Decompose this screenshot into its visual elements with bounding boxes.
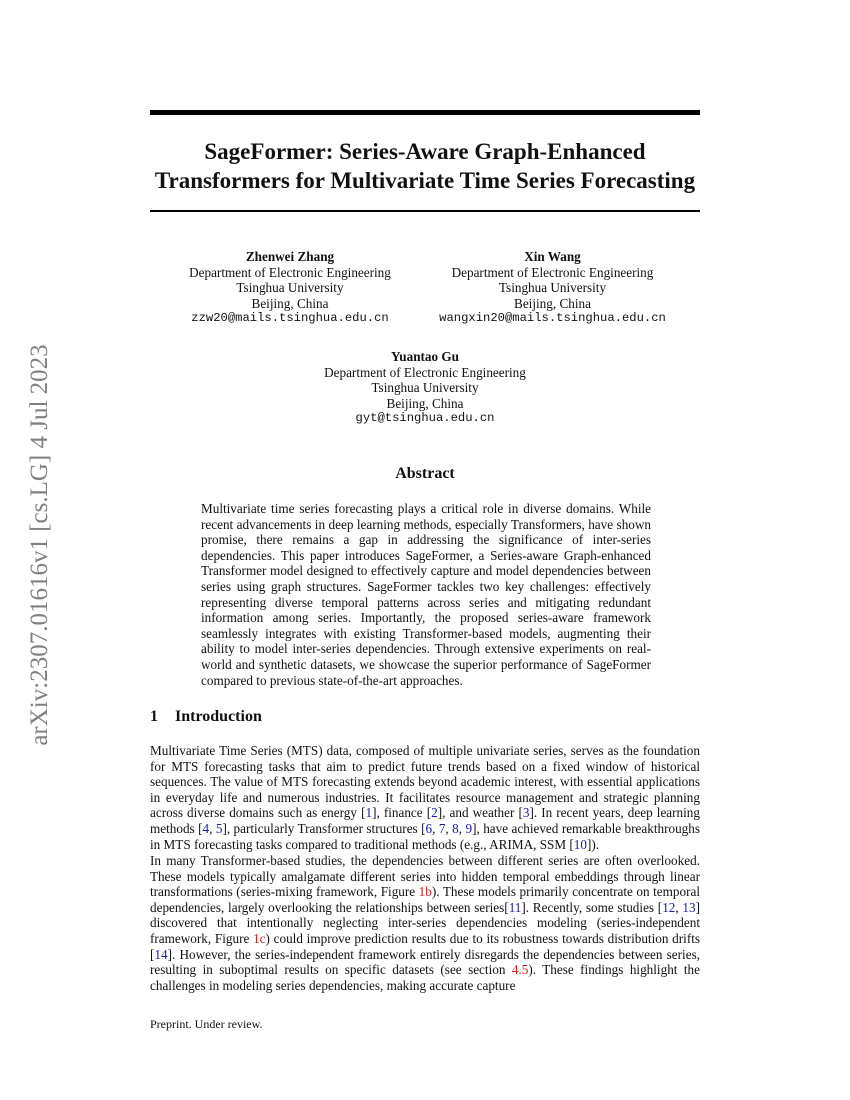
author-email[interactable]: gyt@tsinghua.edu.cn xyxy=(355,411,495,425)
author-location: Beijing, China xyxy=(386,395,464,411)
author-department: Department of Electronic Engineering xyxy=(324,364,526,380)
author-block xyxy=(300,349,550,427)
citation-link[interactable]: 7 xyxy=(438,820,446,836)
intro-paragraph-1: Multivariate Time Series (MTS) data, composed of multiple univariate series, serves as the foundation for MTS forecasting tasks that aim to predict future trends based on a fixed window of historical sequences. The value of MTS forecasting extends beyond academic interest, with essential applications in everyday life and numerous industries. It facilitates resource management and strategic planning across diverse domains such as energy [1], finance [2], and weather [3]. In recent years, deep learning methods [4, 5], particularly Transformer structures [6, 7, 8, 9], have achieved remarkable breakthroughs in MTS forecasting tasks compared to traditional methods (e.g., ARIMA, SSM [10]). xyxy=(150,743,700,852)
author-block xyxy=(165,249,415,327)
author-university: Tsinghua University xyxy=(236,280,344,295)
author-university: Tsinghua University xyxy=(498,280,607,295)
citation-link[interactable]: 4 xyxy=(202,820,210,836)
author-department: Department of Electronic Engineering xyxy=(451,264,654,280)
author-email[interactable]: wangxin20@mails.tsinghua.edu.cn xyxy=(439,311,666,325)
author-block xyxy=(425,249,680,327)
citation-link[interactable]: 14 xyxy=(154,946,168,962)
author-university: Tsinghua University xyxy=(371,380,479,395)
title-line-2: Transformers for Multivariate Time Series Forecasting xyxy=(154,168,696,193)
author-name: Zhenwei Zhang xyxy=(245,249,335,264)
citation-link[interactable]: 8 xyxy=(452,820,459,836)
author-name: Yuantao Gu xyxy=(390,349,460,364)
citation-link[interactable]: 3 xyxy=(522,805,530,821)
title-bottom-rule xyxy=(150,210,700,212)
section-heading xyxy=(150,708,700,726)
figure-link[interactable]: 1b xyxy=(418,884,432,900)
citation-link[interactable]: 13 xyxy=(682,899,696,915)
intro-paragraph-2: In many Transformer-based studies, the dependencies between different series are often overlooked. These models typically amalgamate different series into hidden temporal embeddings through linear transformations (series-mixing framework, Figure 1b). These models primarily concentrate on temporal dependencies, largely overlooking the relationships between series[11]. Recently, some studies [12, 13] discovered that intentionally neglecting inter-series dependencies modeling (series-independent framework, Figure 1c) could improve prediction results due to its robustness towards distribution drifts [14]. However, the series-independent framework entirely disregards the dependencies between series, resulting in suboptimal results on specific datasets (see section 4.5). These findings highlight the challenges in modeling series dependencies, making accurate capture xyxy=(150,853,701,993)
title-line-1: SageFormer: Series-Aware Graph-Enhanced xyxy=(204,139,646,164)
paper-title xyxy=(150,137,700,195)
author-location: Beijing, China xyxy=(251,295,329,311)
section-title: Introduction xyxy=(175,708,262,725)
citation-link[interactable]: 12 xyxy=(662,899,676,915)
footer-note: Preprint. Under review. xyxy=(150,1017,263,1031)
title-top-rule xyxy=(150,110,700,115)
author-email[interactable]: zzw20@mails.tsinghua.edu.cn xyxy=(191,311,389,325)
figure-link[interactable]: 1c xyxy=(253,930,266,946)
author-name: Xin Wang xyxy=(524,249,581,264)
citation-link[interactable]: 9 xyxy=(465,820,473,836)
citation-link[interactable]: 5 xyxy=(215,820,223,836)
citation-link[interactable]: 2 xyxy=(431,805,438,821)
section-number: 1 xyxy=(150,708,158,725)
citation-link[interactable]: 11 xyxy=(508,899,522,915)
abstract-body: Multivariate time series forecasting plays a critical role in diverse domains. While recent advancements in deep learning methods, especially Transformers, have shown promise, there remains a gap in addressing the significance of inter-series dependencies. This paper introduces SageFormer, a Series-aware Graph-enhanced Transformer model designed to effectively capture and model dependencies between series using graph structures. SageFormer tackles two key challenges: effectively representing diverse temporal patterns across series and mitigating redundant information among series. Importantly, the proposed series-aware framework seamlessly integrates with existing Transformer-based models, augmenting their ability to model inter-series dependencies. Through extensive experiments on real-world and synthetic datasets, we showcase the superior performance of SageFormer compared to previous state-of-the-art approaches. xyxy=(201,501,651,688)
abstract-heading: Abstract xyxy=(395,465,455,482)
citation-link[interactable]: 10 xyxy=(573,836,587,852)
arxiv-identifier-stamp: arXiv:2307.01616v1 [cs.LG] 4 Jul 2023 xyxy=(26,344,53,746)
author-location: Beijing, China xyxy=(514,295,591,311)
author-department: Department of Electronic Engineering xyxy=(189,264,391,280)
citation-link[interactable]: 1 xyxy=(365,805,373,821)
citation-link[interactable]: 6 xyxy=(425,820,433,836)
section-link[interactable]: 4.5 xyxy=(511,962,529,978)
